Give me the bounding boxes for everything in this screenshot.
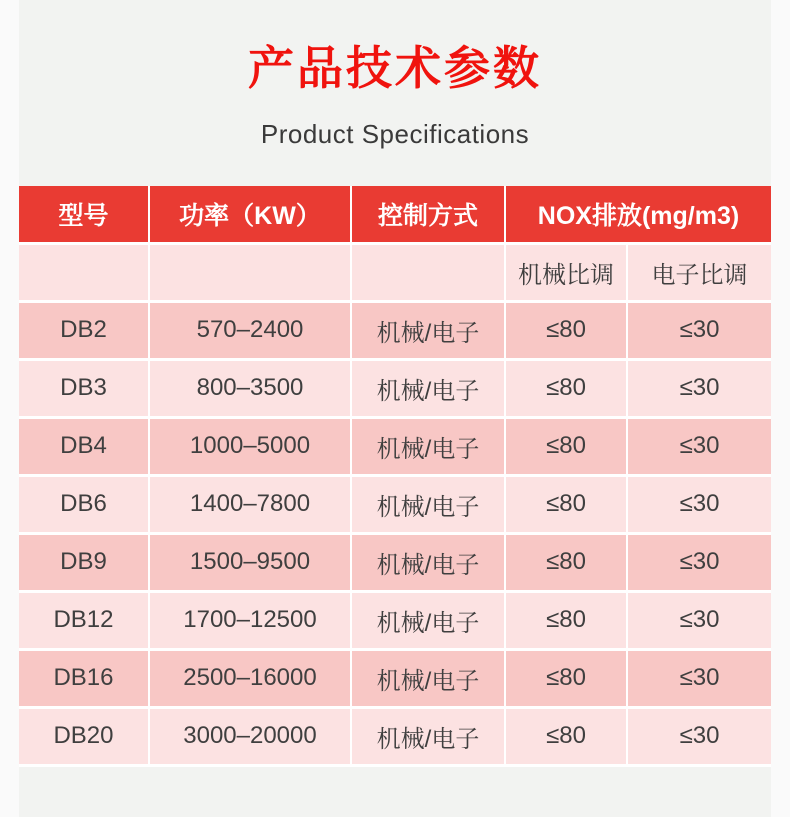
cell-nox-electronic: ≤30 — [627, 475, 771, 533]
cell-model: DB20 — [19, 707, 149, 765]
page-subtitle: Product Specifications — [260, 119, 530, 149]
cell-power: 800–3500 — [149, 359, 351, 417]
subheader-mechanical: 机械比调 — [505, 243, 627, 301]
cell-nox-electronic: ≤30 — [627, 301, 771, 359]
cell-model: DB6 — [19, 475, 149, 533]
cell-model: DB9 — [19, 533, 149, 591]
header-model: 型号 — [19, 186, 149, 243]
product-spec-table — [19, 186, 771, 767]
cell-model: DB3 — [19, 359, 149, 417]
subheader-electronic: 电子比调 — [627, 243, 771, 301]
cell-nox-electronic: ≤30 — [627, 359, 771, 417]
content-column — [19, 0, 771, 817]
subheader-empty-power — [149, 243, 351, 301]
page-title: 产品技术参数 — [248, 42, 542, 94]
cell-nox-electronic: ≤30 — [627, 417, 771, 475]
subheader-empty-control — [351, 243, 505, 301]
cell-power: 2500–16000 — [149, 649, 351, 707]
table-row-db4 — [19, 417, 771, 475]
cell-control: 机械/电子 — [351, 591, 505, 649]
cell-control: 机械/电子 — [351, 359, 505, 417]
table-row-db20 — [19, 707, 771, 765]
cell-nox-electronic: ≤30 — [627, 707, 771, 765]
hero-section — [19, 0, 771, 186]
table-row-db3 — [19, 359, 771, 417]
table-row-db9 — [19, 533, 771, 591]
cell-nox-electronic: ≤30 — [627, 649, 771, 707]
cell-nox-mechanical: ≤80 — [505, 475, 627, 533]
header-row — [19, 186, 771, 243]
subheader-empty-model — [19, 243, 149, 301]
header-control: 控制方式 — [351, 186, 505, 243]
table-header — [19, 186, 771, 243]
cell-model: DB2 — [19, 301, 149, 359]
cell-control: 机械/电子 — [351, 649, 505, 707]
cell-nox-mechanical: ≤80 — [505, 417, 627, 475]
cell-power: 3000–20000 — [149, 707, 351, 765]
cell-nox-electronic: ≤30 — [627, 591, 771, 649]
cell-nox-mechanical: ≤80 — [505, 533, 627, 591]
cell-nox-electronic: ≤30 — [627, 533, 771, 591]
table-row-db2 — [19, 301, 771, 359]
cell-nox-mechanical: ≤80 — [505, 707, 627, 765]
cell-power: 1000–5000 — [149, 417, 351, 475]
cell-power: 570–2400 — [149, 301, 351, 359]
cell-model: DB4 — [19, 417, 149, 475]
cell-power: 1400–7800 — [149, 475, 351, 533]
table-row-db6 — [19, 475, 771, 533]
header-power: 功率（KW） — [149, 186, 351, 243]
cell-control: 机械/电子 — [351, 417, 505, 475]
subheader-row — [19, 243, 771, 301]
cell-control: 机械/电子 — [351, 475, 505, 533]
cell-control: 机械/电子 — [351, 533, 505, 591]
table-row-db12 — [19, 591, 771, 649]
cell-nox-mechanical: ≤80 — [505, 359, 627, 417]
header-nox: NOX排放(mg/m3) — [505, 186, 771, 243]
cell-power: 1500–9500 — [149, 533, 351, 591]
cell-model: DB12 — [19, 591, 149, 649]
cell-model: DB16 — [19, 649, 149, 707]
cell-control: 机械/电子 — [351, 301, 505, 359]
cell-power: 1700–12500 — [149, 591, 351, 649]
cell-nox-mechanical: ≤80 — [505, 301, 627, 359]
cell-control: 机械/电子 — [351, 707, 505, 765]
cell-nox-mechanical: ≤80 — [505, 649, 627, 707]
cell-nox-mechanical: ≤80 — [505, 591, 627, 649]
table-row-db16 — [19, 649, 771, 707]
